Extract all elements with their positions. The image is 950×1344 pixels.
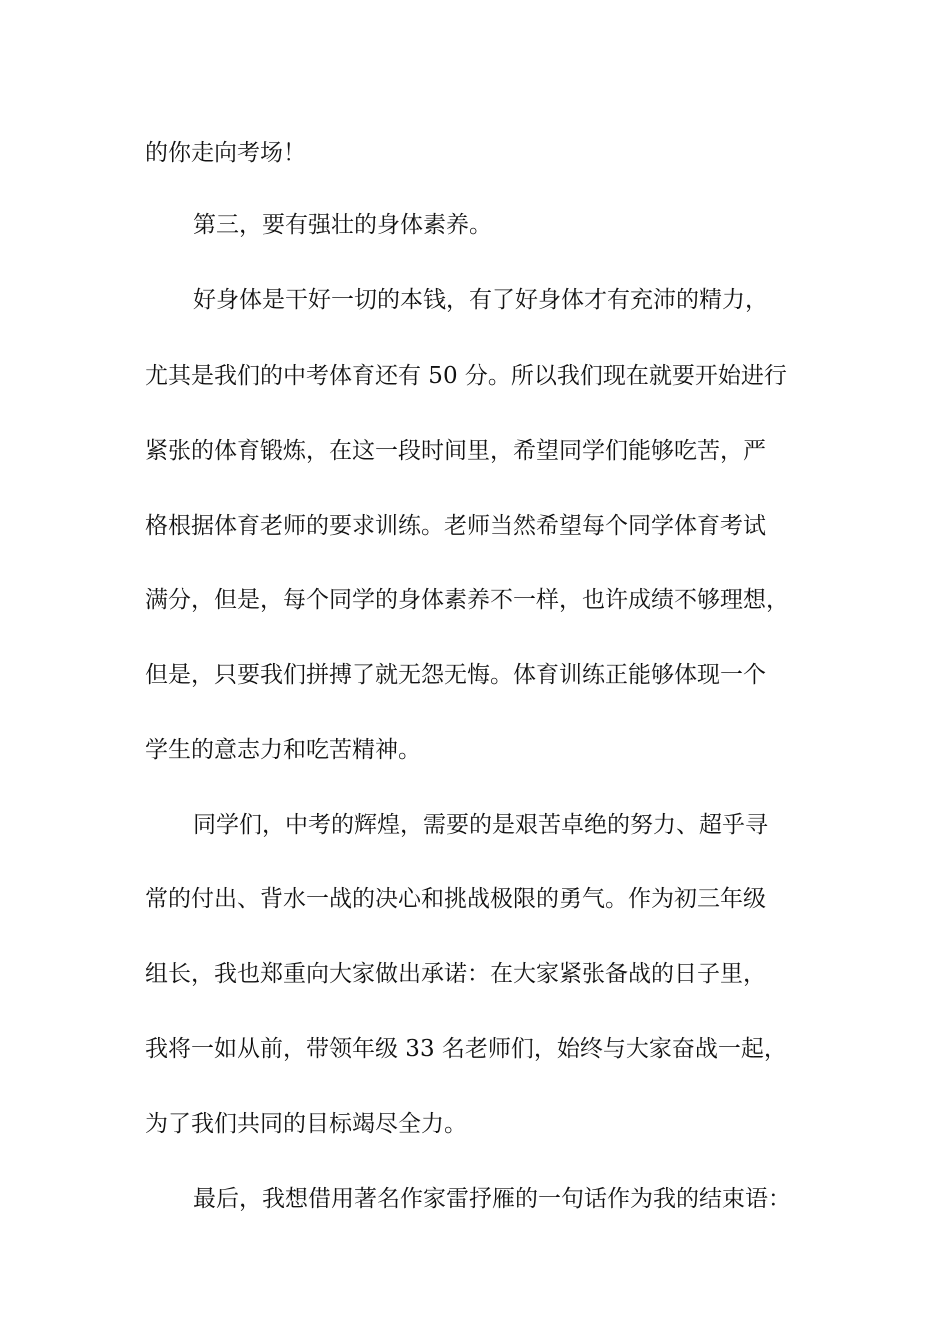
text-line-12: 组长，我也郑重向大家做出承诺：在大家紧张备战的日子里， xyxy=(145,961,766,987)
text-line-11: 常的付出、背水一战的决心和挑战极限的勇气。作为初三年级 xyxy=(145,886,766,912)
text-line-8: 但是，只要我们拼搏了就无怨无悔。体育训练正能够体现一个 xyxy=(145,662,766,688)
paragraph-heading-third: 第三，要有强壮的身体素养。 xyxy=(193,212,492,238)
text-line-15: 最后，我想借用著名作家雷抒雁的一句话作为我的结束语： xyxy=(193,1186,791,1212)
text-line-7: 满分，但是，每个同学的身体素养不一样，也许成绩不够理想， xyxy=(145,587,789,613)
text-line-6: 格根据体育老师的要求训练。老师当然希望每个同学体育考试 xyxy=(145,513,766,539)
text-line-1: 的你走向考场！ xyxy=(145,140,306,166)
text-line-4: 尤其是我们的中考体育还有 50 分。所以我们现在就要开始进行 xyxy=(145,363,787,389)
text-line-3: 好身体是干好一切的本钱，有了好身体才有充沛的精力， xyxy=(193,287,768,313)
text-line-9: 学生的意志力和吃苦精神。 xyxy=(145,737,421,763)
text-line-10: 同学们，中考的辉煌，需要的是艰苦卓绝的努力、超乎寻 xyxy=(193,812,768,838)
text-line-5: 紧张的体育锻炼，在这一段时间里，希望同学们能够吃苦，严 xyxy=(145,438,766,464)
text-line-14: 为了我们共同的目标竭尽全力。 xyxy=(145,1111,467,1137)
text-line-13: 我将一如从前，带领年级 33 名老师们，始终与大家奋战一起， xyxy=(145,1036,787,1062)
